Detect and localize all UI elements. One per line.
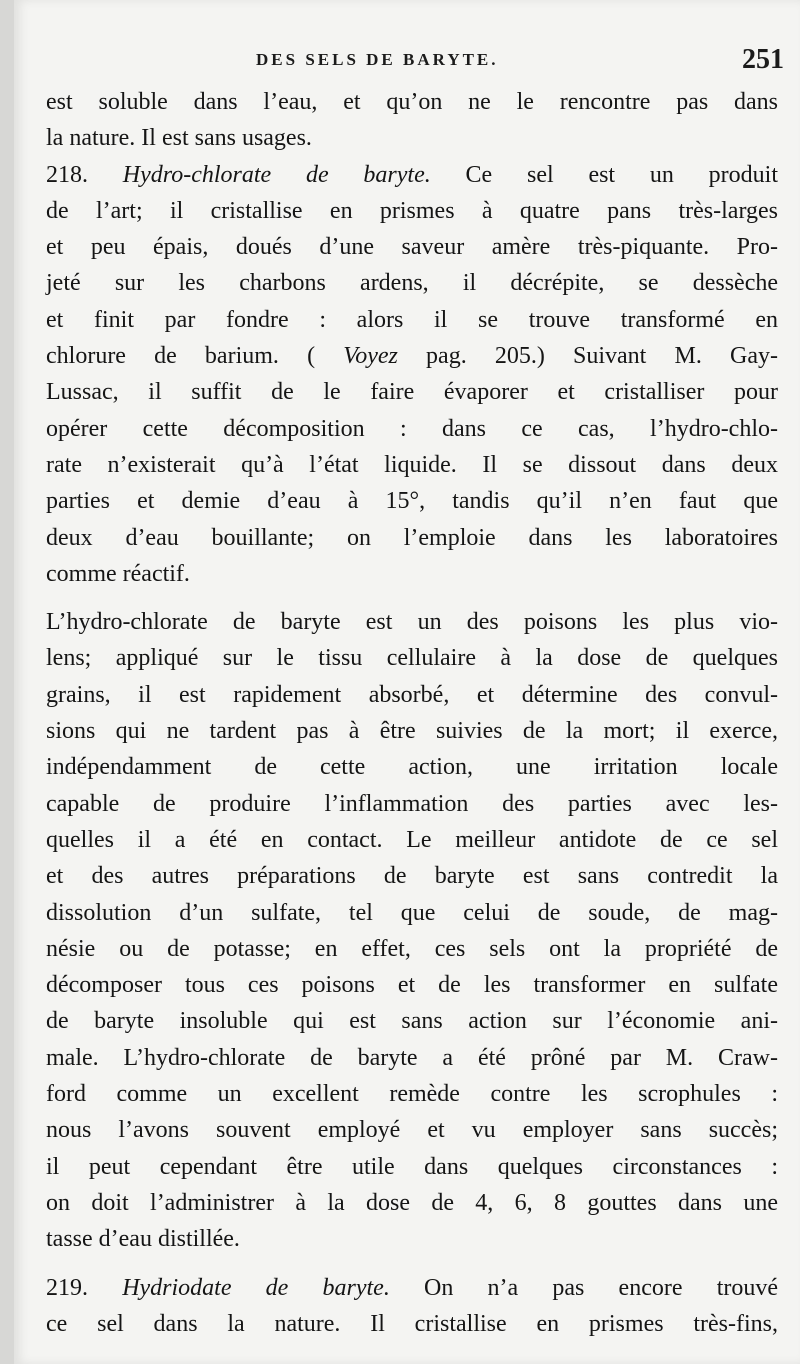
text-line-28: ford comme un excellent remède contre les scrophules : bbox=[46, 1081, 778, 1108]
text-line-33 bbox=[46, 1270, 778, 1306]
text-line-4: de l’art; il cristallise en prismes à quatre pans très-larges bbox=[46, 197, 778, 224]
section-number-218: 218. bbox=[46, 161, 123, 188]
section-title-hydriodate: Hydriodate de baryte. bbox=[122, 1274, 390, 1301]
text-line-30: il peut cependant être utile dans quelques circonstances : bbox=[46, 1153, 778, 1180]
page-number: 251 bbox=[742, 44, 784, 75]
paragraph-gap-2 bbox=[46, 1258, 778, 1270]
running-head: DES SELS DE BARYTE. bbox=[256, 50, 499, 69]
text-line-15: L’hydro-chlorate de baryte est un des poisons les plus vio- bbox=[46, 609, 778, 636]
text-line-8-rest: pag. 205.) Suivant M. Gay- bbox=[397, 343, 778, 370]
body-text bbox=[46, 84, 778, 1342]
text-line-2: la nature. Il est sans usages. bbox=[46, 125, 312, 152]
text-line-27: male. L’hydro-chlorate de baryte a été prôné par M. Craw- bbox=[46, 1044, 778, 1071]
text-line-24: nésie ou de potasse; en effet, ces sels ont la propriété de bbox=[46, 935, 778, 962]
text-line-12: parties et demie d’eau à 15°, tandis qu’il n’en faut que bbox=[46, 488, 778, 515]
text-line-9: Lussac, il suffit de le faire évaporer et cristalliser pour bbox=[46, 379, 778, 406]
book-spine-shadow bbox=[0, 0, 14, 1364]
text-line-17: grains, il est rapidement absorbé, et détermine des convul- bbox=[46, 681, 778, 708]
text-line-11: rate n’existerait qu’à l’état liquide. Il se dissout dans deux bbox=[46, 451, 778, 478]
text-line-20: capable de produire l’inflammation des parties avec les- bbox=[46, 790, 778, 817]
text-line-32: tasse d’eau distillée. bbox=[46, 1226, 240, 1253]
text-line-3 bbox=[46, 157, 778, 193]
text-line-29: nous l’avons souvent employé et vu employer sans succès; bbox=[46, 1117, 778, 1144]
text-line-31: on doit l’administrer à la dose de 4, 6, 8 gouttes dans une bbox=[46, 1189, 778, 1216]
text-line-14: comme réactif. bbox=[46, 560, 190, 587]
text-line-6: jeté sur les charbons ardens, il décrépite, se dessèche bbox=[46, 270, 778, 297]
text-line-21: quelles il a été en contact. Le meilleur antidote de ce sel bbox=[46, 826, 778, 853]
text-line-3-rest: Ce sel est un produit bbox=[430, 161, 779, 188]
text-line-8-start: chlorure de barium. ( bbox=[46, 343, 344, 370]
text-line-7: et finit par fondre : alors il se trouve transformé en bbox=[46, 306, 778, 333]
text-line-16: lens; appliqué sur le tissu cellulaire à la dose de quelques bbox=[46, 645, 778, 672]
section-title-hydro-chlorate: Hydro-chlorate de baryte. bbox=[122, 161, 431, 188]
text-line-19: indépendamment de cette action, une irritation locale bbox=[46, 754, 778, 781]
text-line-23: dissolution d’un sulfate, tel que celui de soude, de mag- bbox=[46, 899, 778, 926]
text-line-10: opérer cette décomposition : dans ce cas, l’hydro-chlo- bbox=[46, 415, 778, 442]
text-line-5: et peu épais, doués d’une saveur amère très-piquante. Pro- bbox=[46, 234, 778, 261]
text-line-33-rest: On n’a pas encore trouvé bbox=[389, 1274, 779, 1301]
text-line-34: ce sel dans la nature. Il cristallise en prismes très-fins, bbox=[46, 1310, 778, 1337]
text-line-18: sions qui ne tardent pas à être suivies de la mort; il exerce, bbox=[46, 718, 778, 745]
text-line-22: et des autres préparations de baryte est sans contredit la bbox=[46, 863, 778, 890]
text-line-25: décomposer tous ces poisons et de les transformer en sulfate bbox=[46, 972, 778, 999]
paragraph-gap bbox=[46, 592, 778, 604]
page-header bbox=[60, 44, 784, 80]
text-line-13: deux d’eau bouillante; on l’emploie dans les laboratoires bbox=[46, 524, 778, 551]
text-line-26: de baryte insoluble qui est sans action sur l’économie ani- bbox=[46, 1008, 778, 1035]
text-line-8 bbox=[46, 338, 778, 374]
section-number-219: 219. bbox=[46, 1274, 123, 1301]
text-line-1: est soluble dans l’eau, et qu’on ne le rencontre pas dans bbox=[46, 89, 778, 115]
voyez-reference: Voyez bbox=[343, 343, 398, 370]
